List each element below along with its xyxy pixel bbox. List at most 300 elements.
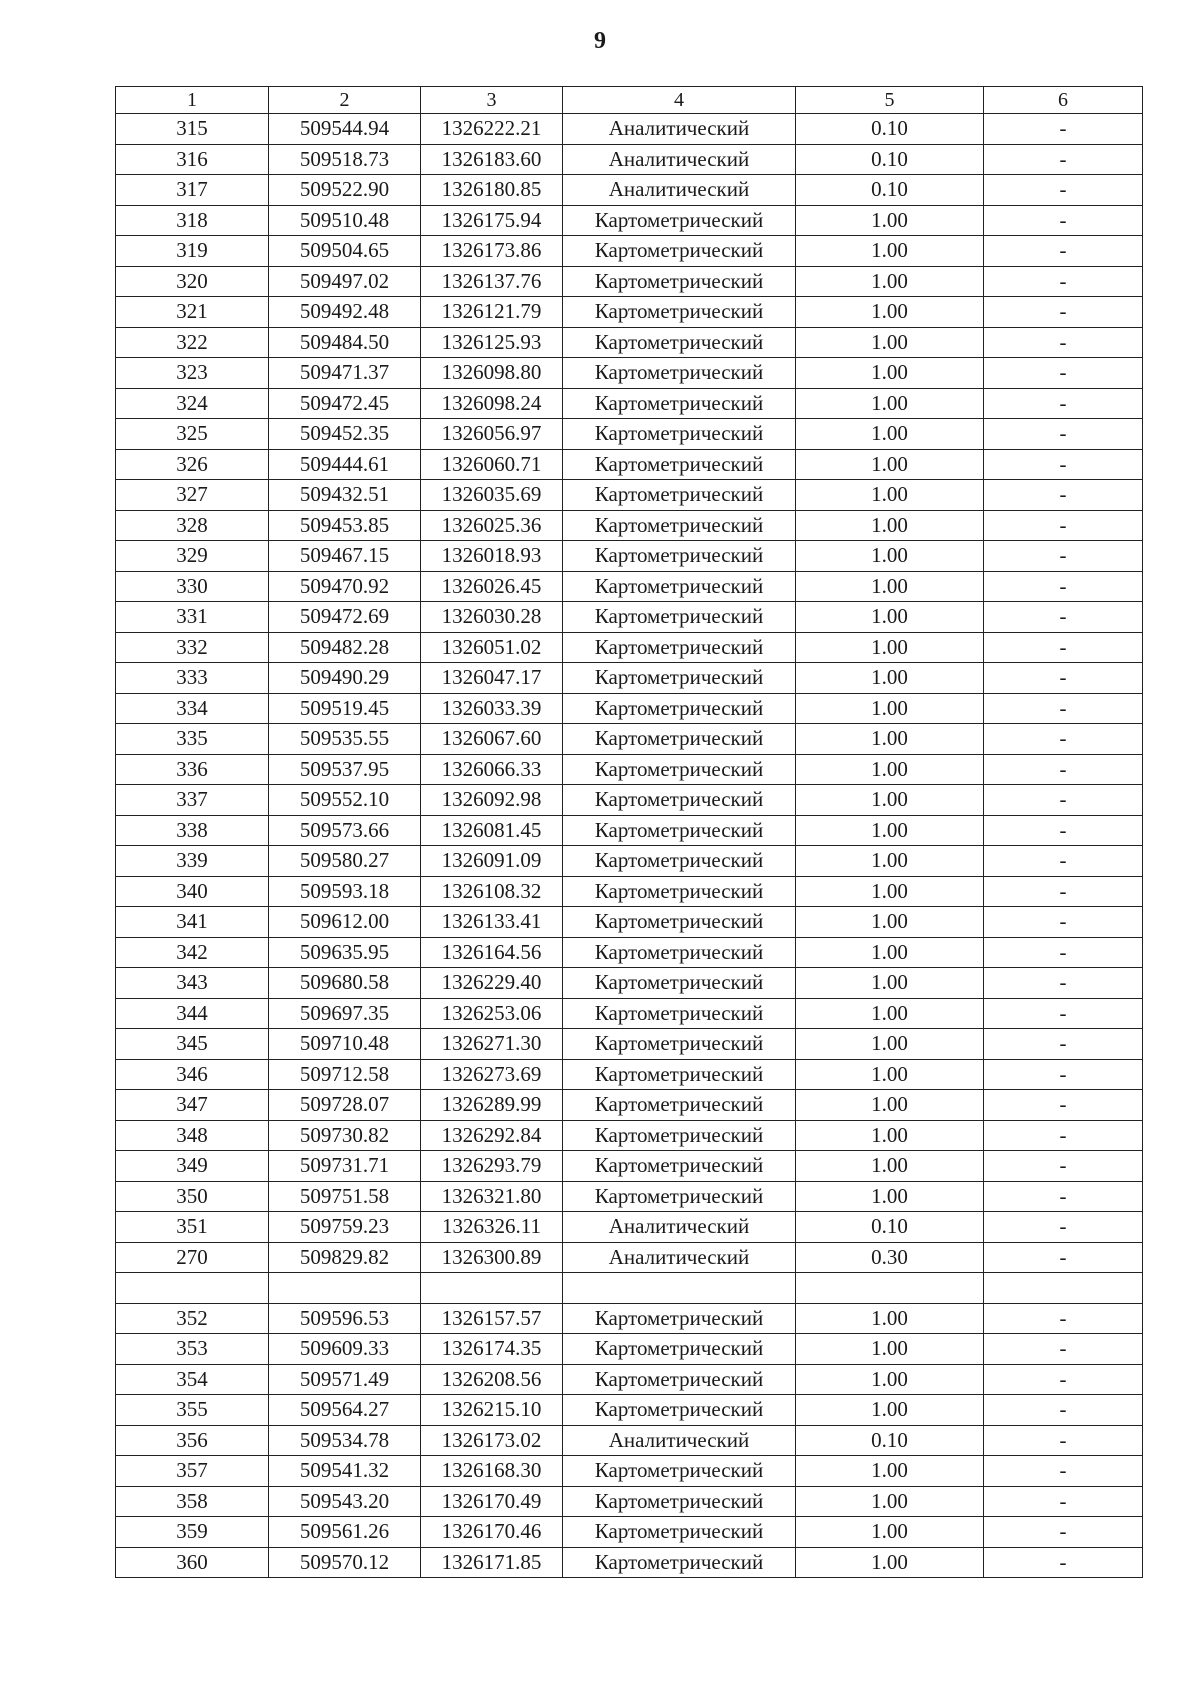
y-coordinate-cell: 1326030.28 [421,602,563,633]
method-cell: Картометрический [563,1486,796,1517]
accuracy-cell: 1.00 [796,1517,984,1548]
x-coordinate-cell: 509580.27 [269,846,421,877]
table-row [116,937,1143,968]
method-cell: Картометрический [563,358,796,389]
table-row [116,1364,1143,1395]
accuracy-cell: 1.00 [796,541,984,572]
y-coordinate-cell: 1326321.80 [421,1181,563,1212]
x-coordinate-cell: 509751.58 [269,1181,421,1212]
y-coordinate-cell: 1326326.11 [421,1212,563,1243]
x-coordinate-cell: 509730.82 [269,1120,421,1151]
x-coordinate-cell: 509472.45 [269,388,421,419]
description-cell: - [984,632,1143,663]
y-coordinate-cell: 1326081.45 [421,815,563,846]
table-row [116,1517,1143,1548]
y-coordinate-cell [421,1273,563,1304]
y-coordinate-cell: 1326098.24 [421,388,563,419]
accuracy-cell: 0.10 [796,114,984,145]
accuracy-cell: 0.30 [796,1242,984,1273]
accuracy-cell: 1.00 [796,480,984,511]
method-cell: Картометрический [563,602,796,633]
accuracy-cell: 1.00 [796,236,984,267]
x-coordinate-cell: 509522.90 [269,175,421,206]
accuracy-cell: 1.00 [796,1547,984,1578]
accuracy-cell: 1.00 [796,1456,984,1487]
point-number-cell: 357 [116,1456,269,1487]
x-coordinate-cell: 509492.48 [269,297,421,328]
point-number-cell: 322 [116,327,269,358]
x-coordinate-cell: 509432.51 [269,480,421,511]
accuracy-cell: 1.00 [796,602,984,633]
x-coordinate-cell: 509541.32 [269,1456,421,1487]
method-cell: Аналитический [563,175,796,206]
description-cell: - [984,1486,1143,1517]
method-cell: Картометрический [563,937,796,968]
table-row [116,114,1143,145]
table-row [116,1242,1143,1273]
description-cell: - [984,1334,1143,1365]
y-coordinate-cell: 1326289.99 [421,1090,563,1121]
x-coordinate-cell: 509510.48 [269,205,421,236]
description-cell: - [984,1517,1143,1548]
x-coordinate-cell: 509573.66 [269,815,421,846]
method-cell: Картометрический [563,1334,796,1365]
accuracy-cell: 1.00 [796,1395,984,1426]
accuracy-cell: 1.00 [796,968,984,999]
method-cell: Картометрический [563,1120,796,1151]
y-coordinate-cell: 1326183.60 [421,144,563,175]
description-cell: - [984,144,1143,175]
point-number-cell: 315 [116,114,269,145]
accuracy-cell: 1.00 [796,449,984,480]
method-cell: Картометрический [563,1547,796,1578]
method-cell: Картометрический [563,449,796,480]
description-cell: - [984,907,1143,938]
point-number-cell: 351 [116,1212,269,1243]
table-row [116,968,1143,999]
point-number-cell: 325 [116,419,269,450]
y-coordinate-cell: 1326173.86 [421,236,563,267]
accuracy-cell: 1.00 [796,754,984,785]
column-header: 2 [269,87,421,114]
accuracy-cell: 1.00 [796,1090,984,1121]
y-coordinate-cell: 1326051.02 [421,632,563,663]
description-cell: - [984,602,1143,633]
table-row [116,1059,1143,1090]
y-coordinate-cell: 1326271.30 [421,1029,563,1060]
description-cell: - [984,1456,1143,1487]
method-cell: Картометрический [563,1181,796,1212]
point-number-cell: 333 [116,663,269,694]
description-cell: - [984,449,1143,480]
description-cell: - [984,1547,1143,1578]
description-cell: - [984,1181,1143,1212]
point-number-cell: 329 [116,541,269,572]
description-cell: - [984,480,1143,511]
y-coordinate-cell: 1326137.76 [421,266,563,297]
accuracy-cell: 1.00 [796,388,984,419]
point-number-cell: 317 [116,175,269,206]
method-cell: Картометрический [563,236,796,267]
x-coordinate-cell: 509497.02 [269,266,421,297]
y-coordinate-cell: 1326215.10 [421,1395,563,1426]
method-cell: Аналитический [563,1425,796,1456]
description-cell: - [984,358,1143,389]
y-coordinate-cell: 1326133.41 [421,907,563,938]
x-coordinate-cell: 509544.94 [269,114,421,145]
method-cell [563,1273,796,1304]
point-number-cell: 330 [116,571,269,602]
y-coordinate-cell: 1326060.71 [421,449,563,480]
point-number-cell: 341 [116,907,269,938]
table-row [116,175,1143,206]
method-cell: Картометрический [563,663,796,694]
accuracy-cell: 1.00 [796,846,984,877]
table-row [116,1273,1143,1304]
accuracy-cell: 1.00 [796,510,984,541]
description-cell: - [984,1364,1143,1395]
x-coordinate-cell: 509518.73 [269,144,421,175]
description-cell: - [984,846,1143,877]
point-number-cell: 340 [116,876,269,907]
accuracy-cell: 1.00 [796,1120,984,1151]
x-coordinate-cell: 509534.78 [269,1425,421,1456]
method-cell: Картометрический [563,1059,796,1090]
method-cell: Картометрический [563,205,796,236]
point-number-cell: 327 [116,480,269,511]
point-number-cell: 316 [116,144,269,175]
y-coordinate-cell: 1326066.33 [421,754,563,785]
accuracy-cell: 1.00 [796,1486,984,1517]
column-header: 6 [984,87,1143,114]
table-row [116,754,1143,785]
x-coordinate-cell: 509712.58 [269,1059,421,1090]
x-coordinate-cell: 509552.10 [269,785,421,816]
table-row [116,1425,1143,1456]
table-row [116,1303,1143,1334]
method-cell: Картометрический [563,1517,796,1548]
method-cell: Картометрический [563,785,796,816]
x-coordinate-cell: 509444.61 [269,449,421,480]
y-coordinate-cell: 1326157.57 [421,1303,563,1334]
table-row [116,510,1143,541]
point-number-cell: 339 [116,846,269,877]
x-coordinate-cell: 509472.69 [269,602,421,633]
description-cell: - [984,724,1143,755]
accuracy-cell: 1.00 [796,1029,984,1060]
method-cell: Картометрический [563,907,796,938]
x-coordinate-cell: 509635.95 [269,937,421,968]
accuracy-cell: 0.10 [796,1425,984,1456]
table-row [116,1151,1143,1182]
point-number-cell: 270 [116,1242,269,1273]
description-cell: - [984,236,1143,267]
table-row [116,297,1143,328]
point-number-cell: 356 [116,1425,269,1456]
method-cell: Картометрический [563,541,796,572]
table-row [116,724,1143,755]
table-row [116,266,1143,297]
description-cell: - [984,388,1143,419]
accuracy-cell: 1.00 [796,1303,984,1334]
point-number-cell: 360 [116,1547,269,1578]
column-header: 1 [116,87,269,114]
method-cell: Картометрический [563,632,796,663]
point-number-cell: 345 [116,1029,269,1060]
table-row [116,327,1143,358]
method-cell: Картометрический [563,1090,796,1121]
method-cell: Картометрический [563,846,796,877]
accuracy-cell: 1.00 [796,937,984,968]
x-coordinate-cell: 509504.65 [269,236,421,267]
x-coordinate-cell: 509519.45 [269,693,421,724]
method-cell: Картометрический [563,1303,796,1334]
x-coordinate-cell: 509537.95 [269,754,421,785]
method-cell: Картометрический [563,1029,796,1060]
table-row [116,907,1143,938]
description-cell: - [984,1425,1143,1456]
description-cell: - [984,205,1143,236]
y-coordinate-cell: 1326175.94 [421,205,563,236]
y-coordinate-cell: 1326025.36 [421,510,563,541]
description-cell [984,1273,1143,1304]
method-cell: Картометрический [563,297,796,328]
method-cell: Картометрический [563,693,796,724]
x-coordinate-cell: 509731.71 [269,1151,421,1182]
description-cell: - [984,571,1143,602]
point-number-cell: 318 [116,205,269,236]
x-coordinate-cell: 509482.28 [269,632,421,663]
point-number-cell: 346 [116,1059,269,1090]
description-cell: - [984,876,1143,907]
table-row [116,480,1143,511]
accuracy-cell: 1.00 [796,632,984,663]
y-coordinate-cell: 1326125.93 [421,327,563,358]
x-coordinate-cell: 509710.48 [269,1029,421,1060]
y-coordinate-cell: 1326033.39 [421,693,563,724]
x-coordinate-cell: 509697.35 [269,998,421,1029]
table-row [116,632,1143,663]
table-row [116,876,1143,907]
method-cell: Картометрический [563,754,796,785]
y-coordinate-cell: 1326121.79 [421,297,563,328]
accuracy-cell: 1.00 [796,327,984,358]
y-coordinate-cell: 1326180.85 [421,175,563,206]
description-cell: - [984,1029,1143,1060]
table-row [116,1090,1143,1121]
description-cell: - [984,114,1143,145]
x-coordinate-cell: 509571.49 [269,1364,421,1395]
accuracy-cell: 0.10 [796,175,984,206]
accuracy-cell: 1.00 [796,815,984,846]
point-number-cell: 359 [116,1517,269,1548]
point-number-cell: 324 [116,388,269,419]
method-cell: Картометрический [563,968,796,999]
table-row [116,449,1143,480]
y-coordinate-cell: 1326056.97 [421,419,563,450]
accuracy-cell: 1.00 [796,876,984,907]
description-cell: - [984,754,1143,785]
y-coordinate-cell: 1326092.98 [421,785,563,816]
method-cell: Картометрический [563,724,796,755]
accuracy-cell: 1.00 [796,571,984,602]
accuracy-cell: 1.00 [796,663,984,694]
table-row [116,144,1143,175]
x-coordinate-cell: 509452.35 [269,419,421,450]
y-coordinate-cell: 1326171.85 [421,1547,563,1578]
y-coordinate-cell: 1326168.30 [421,1456,563,1487]
y-coordinate-cell: 1326108.32 [421,876,563,907]
method-cell: Аналитический [563,144,796,175]
table-row [116,419,1143,450]
table-row [116,1029,1143,1060]
description-cell: - [984,998,1143,1029]
accuracy-cell: 1.00 [796,1364,984,1395]
accuracy-cell: 1.00 [796,266,984,297]
table-row [116,205,1143,236]
method-cell: Картометрический [563,1395,796,1426]
accuracy-cell: 1.00 [796,693,984,724]
y-coordinate-cell: 1326018.93 [421,541,563,572]
accuracy-cell: 1.00 [796,205,984,236]
description-cell: - [984,663,1143,694]
point-number-cell: 352 [116,1303,269,1334]
point-number-cell: 332 [116,632,269,663]
accuracy-cell: 1.00 [796,724,984,755]
accuracy-cell: 1.00 [796,785,984,816]
table-row [116,1486,1143,1517]
table-row [116,358,1143,389]
table-row [116,1181,1143,1212]
description-cell: - [984,968,1143,999]
point-number-cell: 342 [116,937,269,968]
description-cell: - [984,510,1143,541]
table-row [116,1120,1143,1151]
y-coordinate-cell: 1326164.56 [421,937,563,968]
method-cell: Картометрический [563,571,796,602]
table-row [116,998,1143,1029]
table-row [116,1456,1143,1487]
accuracy-cell [796,1273,984,1304]
y-coordinate-cell: 1326293.79 [421,1151,563,1182]
accuracy-cell: 1.00 [796,907,984,938]
point-number-cell: 335 [116,724,269,755]
y-coordinate-cell: 1326300.89 [421,1242,563,1273]
method-cell: Аналитический [563,1242,796,1273]
accuracy-cell: 1.00 [796,419,984,450]
x-coordinate-cell: 509829.82 [269,1242,421,1273]
description-cell: - [984,1212,1143,1243]
table-row [116,1547,1143,1578]
x-coordinate-cell: 509680.58 [269,968,421,999]
x-coordinate-cell: 509470.92 [269,571,421,602]
accuracy-cell: 1.00 [796,998,984,1029]
point-number-cell: 348 [116,1120,269,1151]
x-coordinate-cell: 509543.20 [269,1486,421,1517]
point-number-cell: 321 [116,297,269,328]
description-cell: - [984,541,1143,572]
method-cell: Картометрический [563,419,796,450]
y-coordinate-cell: 1326170.46 [421,1517,563,1548]
accuracy-cell: 1.00 [796,1059,984,1090]
x-coordinate-cell: 509484.50 [269,327,421,358]
description-cell: - [984,937,1143,968]
point-number-cell: 326 [116,449,269,480]
y-coordinate-cell: 1326253.06 [421,998,563,1029]
table-row [116,541,1143,572]
y-coordinate-cell: 1326222.21 [421,114,563,145]
table-row [116,815,1143,846]
method-cell: Картометрический [563,266,796,297]
column-header: 4 [563,87,796,114]
point-number-cell: 331 [116,602,269,633]
table-row [116,846,1143,877]
accuracy-cell: 1.00 [796,1151,984,1182]
accuracy-cell: 0.10 [796,1212,984,1243]
x-coordinate-cell: 509759.23 [269,1212,421,1243]
x-coordinate-cell: 509535.55 [269,724,421,755]
description-cell: - [984,1120,1143,1151]
point-number-cell: 334 [116,693,269,724]
accuracy-cell: 1.00 [796,1334,984,1365]
point-number-cell: 349 [116,1151,269,1182]
x-coordinate-cell: 509471.37 [269,358,421,389]
description-cell: - [984,175,1143,206]
table-row [116,693,1143,724]
accuracy-cell: 1.00 [796,1181,984,1212]
table-row [116,663,1143,694]
y-coordinate-cell: 1326047.17 [421,663,563,694]
method-cell: Картометрический [563,998,796,1029]
point-number-cell: 355 [116,1395,269,1426]
description-cell: - [984,815,1143,846]
description-cell: - [984,297,1143,328]
description-cell: - [984,327,1143,358]
point-number-cell: 319 [116,236,269,267]
description-cell: - [984,693,1143,724]
coordinates-table-body [116,87,1143,1578]
method-cell: Аналитический [563,1212,796,1243]
method-cell: Аналитический [563,114,796,145]
point-number-cell: 347 [116,1090,269,1121]
y-coordinate-cell: 1326229.40 [421,968,563,999]
column-header: 5 [796,87,984,114]
y-coordinate-cell: 1326026.45 [421,571,563,602]
column-header: 3 [421,87,563,114]
y-coordinate-cell: 1326091.09 [421,846,563,877]
point-number-cell: 358 [116,1486,269,1517]
y-coordinate-cell: 1326173.02 [421,1425,563,1456]
x-coordinate-cell: 509612.00 [269,907,421,938]
point-number-cell: 338 [116,815,269,846]
point-number-cell: 337 [116,785,269,816]
point-number-cell: 354 [116,1364,269,1395]
accuracy-cell: 1.00 [796,358,984,389]
table-row [116,785,1143,816]
point-number-cell: 344 [116,998,269,1029]
coordinates-table [115,86,1143,1578]
method-cell: Картометрический [563,1151,796,1182]
description-cell: - [984,1151,1143,1182]
description-cell: - [984,1395,1143,1426]
x-coordinate-cell: 509728.07 [269,1090,421,1121]
method-cell: Картометрический [563,480,796,511]
point-number-cell: 353 [116,1334,269,1365]
point-number-cell [116,1273,269,1304]
y-coordinate-cell: 1326273.69 [421,1059,563,1090]
description-cell: - [984,1242,1143,1273]
description-cell: - [984,266,1143,297]
